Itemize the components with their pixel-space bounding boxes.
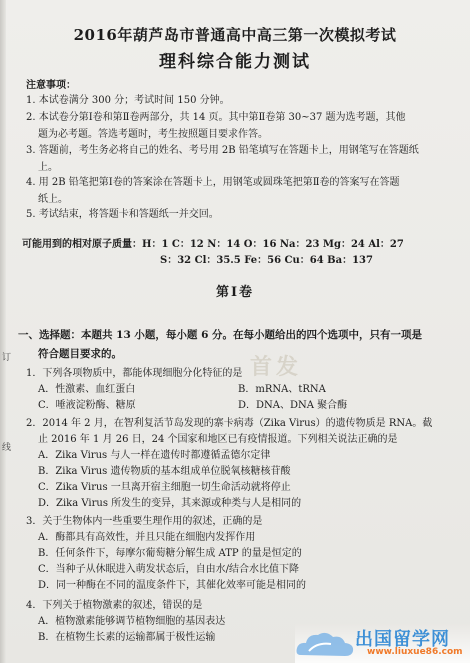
section-heading-cont: 符合题目要求的。: [38, 348, 122, 360]
question-1-option-c: C．唾液淀粉酶、糖原: [38, 400, 136, 411]
logo-url: www.liuxue86.com: [367, 647, 463, 657]
note-4: 4. 用 2B 铅笔把第Ⅰ卷的答案涂在答题卡上，用钢笔或圆珠笔把第Ⅱ卷的答案写在答题: [26, 177, 400, 188]
question-4-stem: 4．下列关于植物激素的叙述，错误的是: [26, 600, 203, 611]
note-5: 5. 考试结束，将答题卡和答题纸一并交回。: [26, 209, 219, 220]
binding-mark-ding: 订: [2, 353, 12, 363]
cloud-icon: [295, 629, 357, 659]
notes-heading: 注意事项：: [26, 80, 76, 91]
atomic-masses-label: 可能用到的相对原子质量：: [22, 239, 142, 250]
atomic-masses-values-1: H：1 C：12 N：14 O：16 Na：23 Mg：24 Al：27: [142, 239, 404, 250]
note-2: 2. 本试卷分第Ⅰ卷和第Ⅱ卷两部分，共 14 页。其中第Ⅱ卷第 30~37 题为选考题，其他: [26, 112, 406, 123]
atomic-masses-line1: [22, 235, 404, 250]
exam-title: 2016年葫芦岛市普通高中高三第一次模拟考试: [73, 26, 397, 44]
question-3-stem: 3．关于生物体内一些重要生理作用的叙述，正确的是: [26, 516, 263, 527]
question-4-option-a: A．植物激素能够调节植物细胞的基因表达: [38, 616, 226, 627]
note-2-cont: 题为必考题。答选考题时，考生按照题目要求作答。: [38, 129, 268, 140]
question-3-option-d: D．同一种酶在不同的温度条件下，其催化效率可能是相同的: [38, 580, 307, 591]
question-3-option-b: B．任何条件下，每摩尔葡萄糖分解生成 ATP 的量是恒定的: [38, 548, 302, 559]
question-3-option-c: C．当种子从休眠进入萌发状态后，自由水/结合水比值下降: [38, 564, 300, 575]
volume-heading: 第Ⅰ卷: [215, 285, 255, 300]
binding-mark-xian: 线: [2, 443, 12, 453]
question-2-stem: 2．2014 年 2 月，在智利复活节岛发现的寨卡病毒（Zika Virus）的遗传物质是 RNA。截: [26, 418, 433, 429]
question-2-stem-cont: 止 2016 年 1 月 26 日，24 个国家和地区已有疫情报道。下列相关说法正确的是: [38, 434, 398, 445]
question-2-option-d: D．Zika Virus 所发生的变异，其来源或种类与人是相同的: [38, 498, 302, 509]
exam-subtitle: 理科综合能力测试: [159, 52, 311, 72]
atomic-masses-values-2: S：32 Cl：35.5 Fe：56 Cu：64 Ba：137: [160, 255, 373, 266]
watermark: 首发: [250, 354, 303, 380]
question-3-option-a: A．酶都具有高效性，并且只能在细胞内发挥作用: [38, 532, 256, 543]
note-3: 3. 答题前，考生务必将自己的姓名、考号用 2B 铅笔填写在答题卡上，用钢笔写在答题纸: [26, 145, 419, 156]
section-heading: 一、选择题：本题共 13 小题，每小题 6 分。在每小题给出的四个选项中，只有一项是: [18, 329, 423, 341]
note-3-cont: 上。: [38, 162, 58, 173]
note-4-cont: 纸上。: [38, 194, 68, 205]
question-1-stem: 1．下列各项物质中，都能体现细胞分化特征的是: [26, 368, 243, 379]
question-2-option-b: B．Zika Virus 遗传物质的基本组成单位脱氧核糖核苷酸: [38, 466, 291, 477]
question-4-option-b: B．在植物生长素的运输都属于极性运输: [38, 632, 216, 643]
logo-name: 出国留学网: [355, 629, 450, 650]
question-1-option-b: B．mRNA、tRNA: [238, 384, 326, 395]
note-1: 1. 本试卷满分 300 分；考试时间 150 分钟。: [26, 95, 230, 106]
question-1-option-a: A．性激素、血红蛋白: [38, 384, 136, 395]
site-logo[interactable]: [295, 623, 470, 663]
question-2-option-a: A．Zika Virus 与人一样在遗传时都遵循孟德尔定律: [38, 450, 271, 461]
question-1-option-d: D．DNA、DNA 聚合酶: [238, 400, 348, 411]
binding-edge: [0, 0, 6, 663]
question-2-option-c: C．Zika Virus 一旦离开宿主细胞一切生命活动就将停止: [38, 482, 291, 493]
